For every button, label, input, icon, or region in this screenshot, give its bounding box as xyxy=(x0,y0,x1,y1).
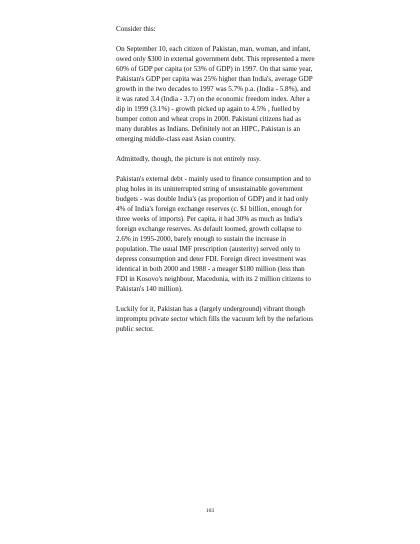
caveat-paragraph: Admittedly, though, the picture is not entirely rosy. xyxy=(116,155,261,163)
external-debt-paragraph: Pakistan's external debt - mainly used to finance consumption and to plug holes in its uninterrupted string of unsustainable government budgets - was double India's (as proportion of GDP) and it had only 4% of India's foreign exchange reserves (c. $1 billion, enough for three weeks of imports). Per capita, it had 30% as much as India's foreign exchange reserves. As default loomed, growth collapse to 2.6% in 1995-2000, barely enough to sustain the increase in population. The usual IMF prescription (austerity) served only to depress consumption and deter FDI. Foreign direct investment was identical in both 2000 and 1988 - a meager $180 million (less than FDI in Kosovo's neighbour, Macedonia, with its 2 million citizens to Pakistan's 140 million). xyxy=(116,175,311,293)
intro-paragraph: Consider this: xyxy=(116,25,156,33)
private-sector-paragraph: Luckily for it, Pakistan has a (largely underground) vibrant though impromptu private sector which fills the vacuum left by the nefarious public sector. xyxy=(116,305,313,333)
debt-facts-paragraph: On September 10, each citizen of Pakistan, man, woman, and infant, owed only $300 in external government debt. This represented a mere 60% of GDP per capita (or 53% of GDP) in 1997. On that same year, Pakistan's GDP per capita was 25% higher than India's, average GDP growth in the two decades to 1997 was 5.7% p.a. (India - 5.8%), and it was rated 3.4 (India - 3.7) on the economic freedom index. After a dip in 1999 (3.1%) - growth picked up again to 4.5% , fuelled by bumper cotton and wheat crops in 2000. Pakistani citizens had as many durables as Indians. Definitely not an HIPC, Pakistan is an emerging middle-class east Asian country. xyxy=(116,45,315,143)
body-text xyxy=(116,24,316,344)
page-number: 103 xyxy=(205,508,215,514)
